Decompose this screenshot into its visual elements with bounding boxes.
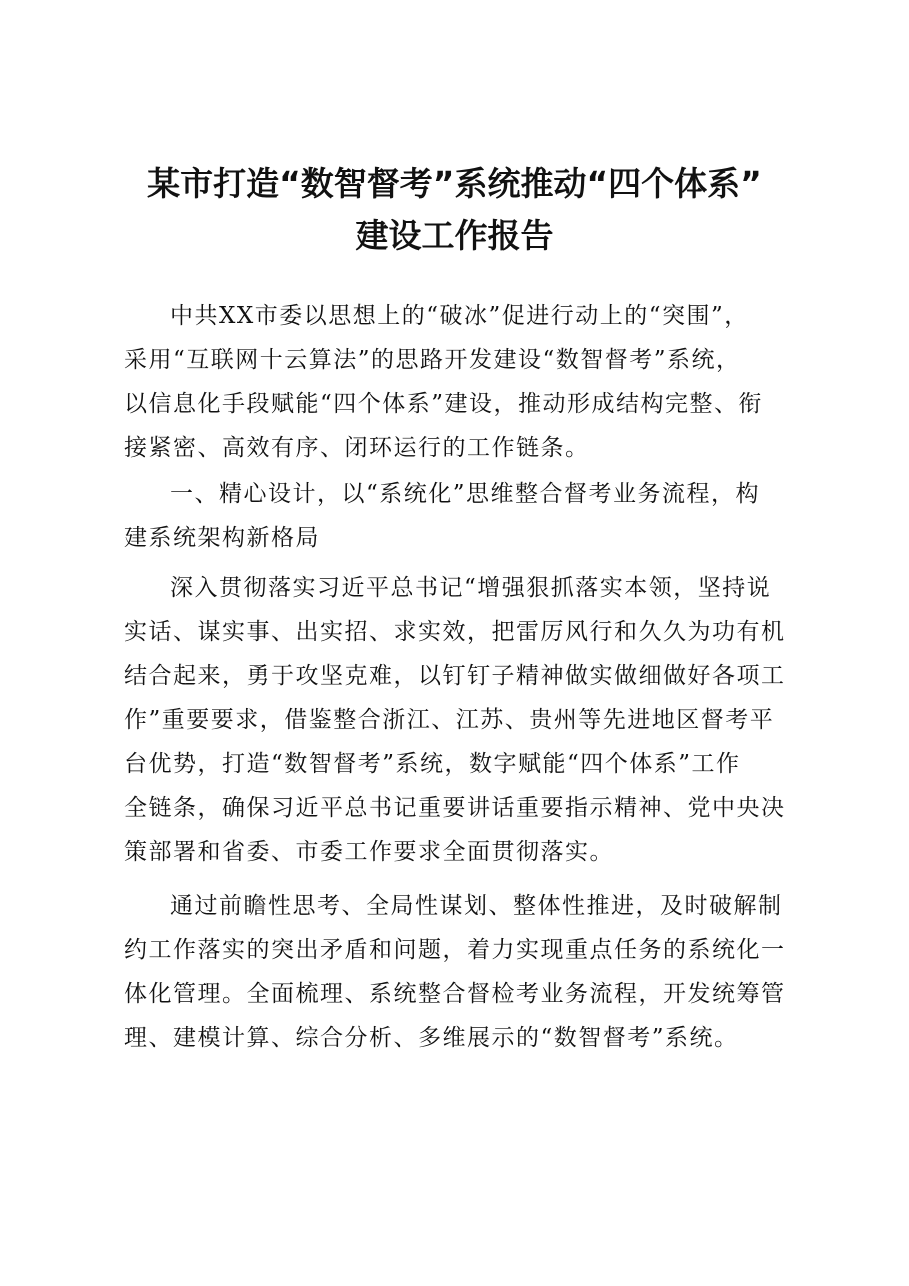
- document-body: [124, 294, 784, 1060]
- paragraph-gap: [124, 874, 784, 884]
- paragraph-line: 中共XX市委以思想上的“破冰”促进行动上的“突围”，: [170, 303, 749, 329]
- paragraph-system: [124, 884, 784, 1060]
- document-title-line-2: 建设工作报告: [355, 216, 554, 255]
- paragraph-intro: [124, 294, 784, 470]
- paragraph-line: 接紧密、高效有序、闭环运行的工作链条。: [124, 435, 590, 461]
- paragraph-line: 理、建模计算、综合分析、多维展示的“数智督考”系统。: [124, 1025, 739, 1051]
- paragraph-line: 作”重要要求，借鉴整合浙江、江苏、贵州等先进地区督考平: [124, 707, 775, 733]
- paragraph-implementation: [124, 566, 784, 874]
- paragraph-line: 建系统架构新格局: [124, 525, 320, 551]
- paragraph-line: 采用“互联网十云算法”的思路开发建设“数智督考”系统，: [124, 347, 741, 373]
- paragraph-line: 实话、谋实事、出实招、求实效，把雷厉风行和久久为功有机: [124, 619, 786, 645]
- paragraph-line: 全链条，确保习近平总书记重要讲话重要指示精神、党中央决: [124, 795, 786, 821]
- paragraph-line: 结合起来，勇于攻坚克难，以钉钉子精神做实做细做好各项工: [124, 663, 786, 689]
- paragraph-line: 通过前瞻性思考、全局性谋划、整体性推进，及时破解制: [170, 893, 783, 919]
- paragraph-line: 深入贯彻落实习近平总书记“增强狠抓落实本领，坚持说: [170, 575, 772, 601]
- document-title-line-1: 某市打造“数智督考”系统推动“四个体系”: [147, 164, 762, 203]
- paragraph-line: 约工作落实的突出矛盾和问题，着力实现重点任务的系统化一: [124, 937, 786, 963]
- paragraph-line: 台优势，打造“数智督考”系统，数字赋能“四个体系”工作: [124, 751, 741, 777]
- paragraph-line: 一、精心设计，以“系统化”思维整合督考业务流程，构: [170, 481, 761, 507]
- paragraph-line: 体化管理。全面梳理、系统整合督检考业务流程，开发统筹管: [124, 981, 786, 1007]
- paragraph-line: 策部署和省委、市委工作要求全面贯彻落实。: [124, 839, 614, 865]
- paragraph-line: 以信息化手段赋能“四个体系”建设，推动形成结构完整、衔: [124, 391, 764, 417]
- section-heading-1: [124, 472, 784, 560]
